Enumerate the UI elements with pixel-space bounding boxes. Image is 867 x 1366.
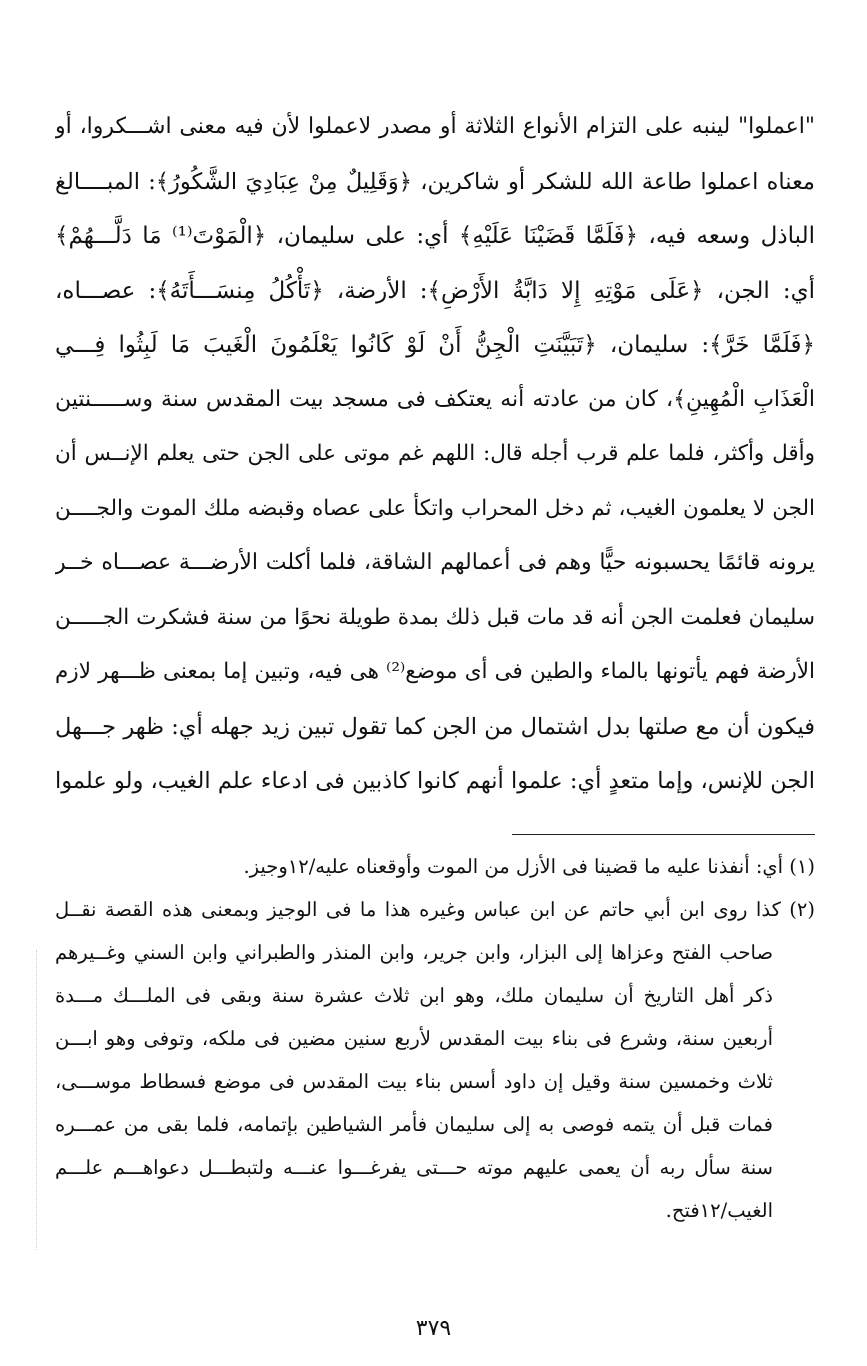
footnote-line: أربعين سنة، وشرع فى بناء بيت المقدس لأربع سنين مضين فى ملكه، وتوفى وهو ابـــن — [55, 1027, 773, 1050]
text-line: الأرضة فهم يأتونها بالماء والطين فى أى موضع⁽²⁾ هى فيه، وتبين إما بمعنى ظـــهر لازم — [55, 659, 815, 684]
text-line: ﴿فَلَمَّا خَرَّ﴾: سليمان، ﴿تَبَيَّنَتِ الْجِنُّ أَنْ لَوْ كَانُوا يَعْلَمُونَ الْغَيبَ مَا لَبِثُوا فِـــي — [55, 332, 815, 358]
text-line: أي: الجن، ﴿عَلَى مَوْتِهِ إِلا دَابَّةُ الأَرْضِ﴾: الأرضة، ﴿تَأْكُلُ مِنسَـــأَتَهُ﴾: عصـــاه، — [55, 277, 815, 304]
main-text — [55, 100, 815, 809]
footnote-line: (٢) كذا روى ابن أبي حاتم عن ابن عباس وغيره هذا ما فى الوجيز وبمعنى هذه القصة نقــل — [55, 898, 815, 921]
page-edge-mark — [36, 950, 38, 1250]
text-line: الباذل وسعه فيه، ﴿فَلَمَّا قَضَيْنَا عَلَيْهِ﴾ أي: على سليمان، ﴿الْمَوْتَ⁽¹⁾ مَا دَلَّـــهُمْ﴾ — [55, 223, 815, 249]
text-line: معناه اعملوا طاعة الله للشكر أو شاكرين، ﴿وَقَلِيلٌ مِنْ عِبَادِيَ الشَّكُورُ﴾: المبــــالغ — [55, 168, 815, 195]
footnote-line: صاحب الفتح وعزاها إلى البزار، وابن جرير، وابن المنذر والطبراني وابن السني وغــيرهم — [55, 941, 773, 964]
page-number: ٣٧٩ — [415, 1316, 452, 1341]
text-line: "اعملوا" لينبه على التزام الأنواع الثلاثة أو مصدر لاعملوا لأن فيه معنى اشـــكروا، أو — [55, 114, 815, 139]
text-line: وأقل وأكثر، فلما علم قرب أجله قال: اللهم غم موتى على الجن حتى يعلم الإنــس أن — [55, 441, 815, 466]
footnote-line: (١) أي: أنفذنا عليه ما قضينا فى الأزل من الموت وأوقعناه عليه/١٢وجيز. — [243, 855, 815, 878]
text-line: يرونه قائمًا يحسبونه حيًّا وهم فى أعمالهم الشاقة، فلما أكلت الأرضـــة عصـــاه خــر — [55, 550, 815, 575]
footnote-separator — [512, 834, 815, 835]
footnote-line: ثلاث وخمسين سنة وقيل إن داود أسس بناء بيت المقدس فى موضع فسطاط موســـى، — [55, 1070, 773, 1093]
text-line: الجن لا يعلمون الغيب، ثم دخل المحراب واتكأ على عصاه وقبضه ملك الموت والجــــن — [55, 495, 815, 521]
text-line: سليمان فعلمت الجن أنه قد مات قبل ذلك بمدة طويلة نحوًا من سنة فشكرت الجـــــن — [55, 604, 815, 630]
footnotes — [55, 845, 815, 1232]
text-line: الجن للإنس، وإما متعدٍ أي: علموا أنهم كانوا كاذبين فى ادعاء علم الغيب، ولو علموا — [55, 768, 815, 794]
footnote-line: الغيب/١٢فتح. — [665, 1199, 773, 1222]
footnote-line: ذكر أهل التاريخ أن سليمان ملك، وهو ابن ثلاث عشرة سنة وبقى فى الملـــك مـــدة — [55, 984, 773, 1007]
text-line: الْعَذَابِ الْمُهِينِ﴾، كان من عادته أنه يعتكف فى مسجد بيت المقدس سنة وســـــنتين — [55, 386, 815, 412]
text-line: فيكون أن مع صلتها بدل اشتمال من الجن كما تقول تبين زيد جهله أي: ظهر جـــهل — [55, 713, 815, 740]
footnote-line: سنة سأل ربه أن يعمى عليهم موته حـــتى يفرغـــوا عنـــه ولتبطـــل دعواهـــم علـــم — [55, 1156, 773, 1179]
footnote-line: فمات قبل أن يتمه فوصى به إلى سليمان فأمر الشياطين بإتمامه، فلما بقى من عمـــره — [55, 1113, 773, 1136]
